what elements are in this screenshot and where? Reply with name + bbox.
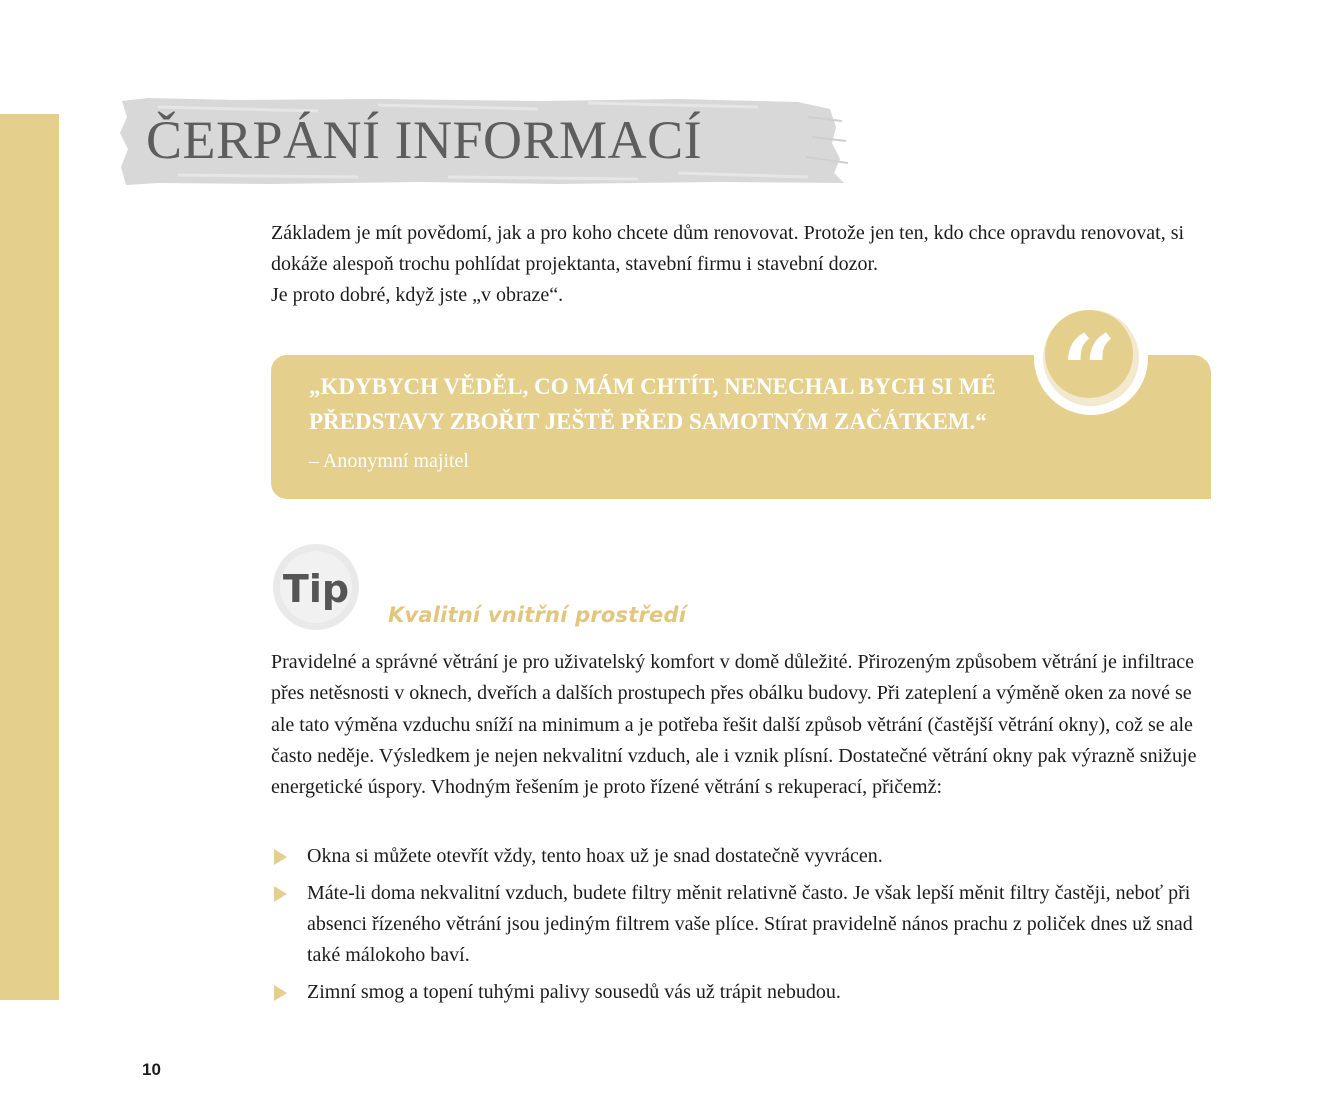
- triangle-bullet-icon: [274, 886, 287, 902]
- list-item-text: Okna si můžete otevřít vždy, tento hoax už je snad dostatečně vyvrácen.: [307, 845, 883, 867]
- tip-subtitle: Kvalitní vnitřní prostředí: [388, 603, 687, 627]
- tip-label: Tip: [282, 567, 350, 611]
- svg-text:“: “: [1061, 314, 1117, 415]
- quote-text: „KDYBYCH VĚDĚL, CO MÁM CHTÍT, NENECHAL BYCH SI MÉ PŘEDSTAVY ZBOŘIT JEŠTĚ PŘED SAMOTNÝM ZAČÁTKEM.“: [309, 374, 996, 434]
- quotation-mark-icon: [1031, 310, 1153, 415]
- tip-body-paragraph: Pravidelné a správné větrání je pro uživatelský komfort v domě důležité. Přirozeným způsobem větrání je infiltrace přes netěsnosti v oknech, dveřích a dalších prostupech přes obálku budovy. Při zateplení a výměně oken za nové se ale tato výměna vzduchu sníží na minimum a je potřeba řešit další způsob větrání (častější větrání okny), což se ale často neděje. Výsledkem je nejen nekvalitní vzduch, ale i vznik plísní. Dostatečné větrání okny pak výrazně snižuje energetické úspory. Vhodným řešením je proto řízené větrání s rekuperací, přičemž:: [271, 651, 1197, 799]
- intro-paragraph: [271, 218, 1211, 311]
- triangle-bullet-icon: [274, 849, 287, 865]
- page-number: 10: [142, 1060, 161, 1079]
- tip-badge: [270, 543, 362, 631]
- page-title: ČERPÁNÍ INFORMACÍ: [146, 110, 703, 170]
- list-item-text: Máte-li doma nekvalitní vzduch, budete filtry měnit relativně často. Je však lepší měnit filtry častěji, neboť při absenci řízeného větrání jsou jediným filtrem vaše plíce. Stírat pravidelně nános prachu z poliček dnes už snad také málokoho baví.: [307, 882, 1193, 966]
- quote-author: – Anonymní majitel: [309, 450, 469, 472]
- intro-line-1: Základem je mít povědomí, jak a pro koho chcete dům renovovat. Protože jen ten, kdo chce opravdu renovovat, si dokáže alespoň trochu pohlídat projektanta, stavební firmu i stavební dozor.: [271, 222, 1185, 275]
- list-item: [271, 878, 1216, 971]
- list-item: [271, 841, 1216, 872]
- list-item-text: Zimní smog a topení tuhými palivy sousedů vás už trápit nebudou.: [307, 981, 841, 1003]
- side-accent-bar: [0, 114, 59, 1000]
- list-item: [271, 977, 1216, 1008]
- intro-line-2: Je proto dobré, když jste „v obraze“.: [271, 284, 564, 306]
- triangle-bullet-icon: [274, 985, 287, 1001]
- tip-bullet-list: [271, 841, 1216, 1014]
